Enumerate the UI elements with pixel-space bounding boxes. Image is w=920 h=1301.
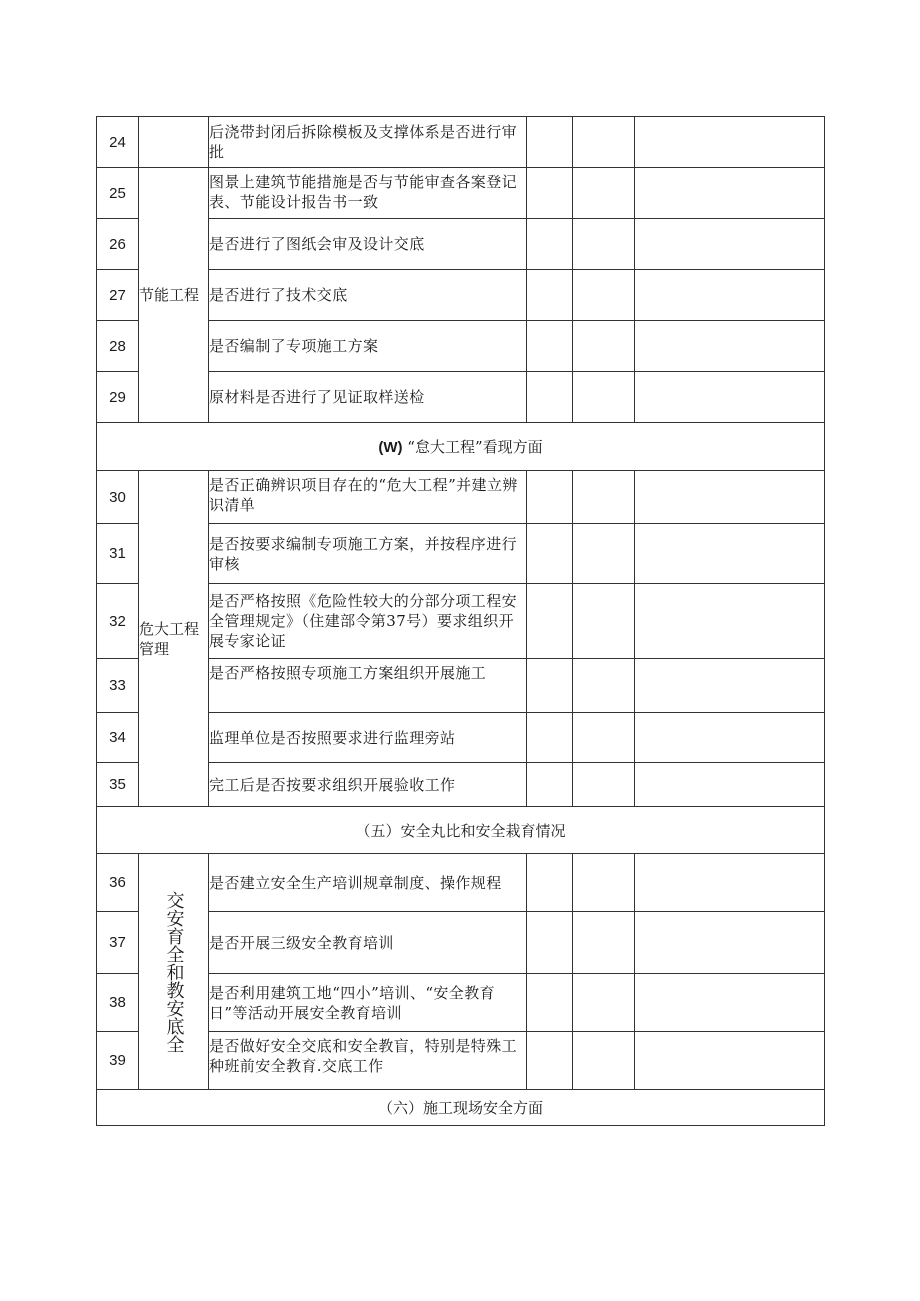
check-cell[interactable] xyxy=(527,713,573,763)
section-row xyxy=(97,423,825,471)
check-cell[interactable] xyxy=(527,471,573,524)
section-row xyxy=(97,807,825,854)
check-item: 是否严格按照《危险性较大的分部分项工程安全管理规定》（住建部令第37号）要求组织开展专家论证 xyxy=(209,584,527,659)
check-cell[interactable] xyxy=(573,1032,635,1090)
check-cell[interactable] xyxy=(527,584,573,659)
check-item: 后浇带封闭后拆除模板及支撑体系是否进行审批 xyxy=(209,117,527,168)
remark-cell[interactable] xyxy=(635,117,825,168)
check-cell[interactable] xyxy=(573,974,635,1032)
check-cell[interactable] xyxy=(573,372,635,423)
check-cell[interactable] xyxy=(527,524,573,584)
row-number: 36 xyxy=(97,854,139,912)
check-cell[interactable] xyxy=(527,854,573,912)
row-number: 38 xyxy=(97,974,139,1032)
check-cell[interactable] xyxy=(527,168,573,219)
row-number: 31 xyxy=(97,524,139,584)
row-number: 32 xyxy=(97,584,139,659)
category-cell-empty xyxy=(139,117,209,168)
remark-cell[interactable] xyxy=(635,168,825,219)
check-cell[interactable] xyxy=(573,912,635,974)
check-cell[interactable] xyxy=(527,974,573,1032)
remark-cell[interactable] xyxy=(635,524,825,584)
row-number: 37 xyxy=(97,912,139,974)
section-prefix: (W) xyxy=(378,439,403,456)
check-cell[interactable] xyxy=(573,117,635,168)
check-cell[interactable] xyxy=(573,321,635,372)
row-number: 39 xyxy=(97,1032,139,1090)
remark-cell[interactable] xyxy=(635,270,825,321)
check-item: 是否利用建筑工地“四小”培训、“安全教育日”等活动开展安全教育培训 xyxy=(209,974,527,1032)
check-cell[interactable] xyxy=(527,912,573,974)
row-number: 28 xyxy=(97,321,139,372)
row-number: 30 xyxy=(97,471,139,524)
check-item: 是否按要求编制专项施工方案，并按程序进行审核 xyxy=(209,524,527,584)
category-danger: 危大工程管理 xyxy=(139,471,209,807)
check-cell[interactable] xyxy=(573,584,635,659)
section-heading-5: （五）安全丸比和安全栽育情况 xyxy=(97,807,825,854)
row-number: 33 xyxy=(97,659,139,713)
check-item: 原材料是否进行了见证取样送检 xyxy=(209,372,527,423)
check-cell[interactable] xyxy=(573,524,635,584)
check-item: 是否正确辨识项目存在的“危大工程”并建立辨识清单 xyxy=(209,471,527,524)
check-cell[interactable] xyxy=(527,270,573,321)
table-row xyxy=(97,471,825,524)
row-number: 27 xyxy=(97,270,139,321)
check-cell[interactable] xyxy=(573,219,635,270)
check-cell[interactable] xyxy=(573,270,635,321)
row-number: 29 xyxy=(97,372,139,423)
inspection-table xyxy=(96,116,825,1126)
table-row xyxy=(97,854,825,912)
check-item: 是否做好安全交底和安全教盲，特别是特殊工种班前安全教育.交底工作 xyxy=(209,1032,527,1090)
section-row xyxy=(97,1090,825,1126)
row-number: 26 xyxy=(97,219,139,270)
check-item: 是否开展三级安全教育培训 xyxy=(209,912,527,974)
remark-cell[interactable] xyxy=(635,219,825,270)
check-item: 监理单位是否按照要求进行监理旁站 xyxy=(209,713,527,763)
category-energy: 节能工程 xyxy=(139,168,209,423)
remark-cell[interactable] xyxy=(635,372,825,423)
row-number: 35 xyxy=(97,763,139,807)
check-item: 是否严格按照专项施工方案组织开展施工 xyxy=(209,659,527,713)
check-cell[interactable] xyxy=(527,372,573,423)
remark-cell[interactable] xyxy=(635,854,825,912)
remark-cell[interactable] xyxy=(635,763,825,807)
check-item: 是否编制了专项施工方案 xyxy=(209,321,527,372)
section-title: “怠大工程”看现方面 xyxy=(407,438,543,456)
check-cell[interactable] xyxy=(573,763,635,807)
check-item: 完工后是否按要求组织开展验收工作 xyxy=(209,763,527,807)
check-item: 是否进行了技术交底 xyxy=(209,270,527,321)
section-heading-4 xyxy=(97,423,825,471)
check-cell[interactable] xyxy=(573,168,635,219)
row-number: 25 xyxy=(97,168,139,219)
check-cell[interactable] xyxy=(573,713,635,763)
check-cell[interactable] xyxy=(527,219,573,270)
remark-cell[interactable] xyxy=(635,1032,825,1090)
check-cell[interactable] xyxy=(527,117,573,168)
remark-cell[interactable] xyxy=(635,713,825,763)
check-item: 图景上建筑节能措施是否与节能审查各案登记表、节能设计报告书一致 xyxy=(209,168,527,219)
check-cell[interactable] xyxy=(573,471,635,524)
remark-cell[interactable] xyxy=(635,912,825,974)
table-row xyxy=(97,117,825,168)
remark-cell[interactable] xyxy=(635,659,825,713)
category-safety-label: 交安育全和教安底全 xyxy=(163,890,185,1053)
check-item: 是否建立安全生产培训规章制度、操作规程 xyxy=(209,854,527,912)
remark-cell[interactable] xyxy=(635,584,825,659)
row-number: 34 xyxy=(97,713,139,763)
check-cell[interactable] xyxy=(527,1032,573,1090)
remark-cell[interactable] xyxy=(635,321,825,372)
remark-cell[interactable] xyxy=(635,471,825,524)
check-cell[interactable] xyxy=(527,659,573,713)
section-heading-6: （六）施工现场安全方面 xyxy=(97,1090,825,1126)
check-cell[interactable] xyxy=(573,854,635,912)
check-cell[interactable] xyxy=(573,659,635,713)
check-cell[interactable] xyxy=(527,763,573,807)
category-safety xyxy=(139,854,209,1090)
check-cell[interactable] xyxy=(527,321,573,372)
row-number: 24 xyxy=(97,117,139,168)
remark-cell[interactable] xyxy=(635,974,825,1032)
table-row xyxy=(97,168,825,219)
check-item: 是否进行了图纸会审及设计交底 xyxy=(209,219,527,270)
